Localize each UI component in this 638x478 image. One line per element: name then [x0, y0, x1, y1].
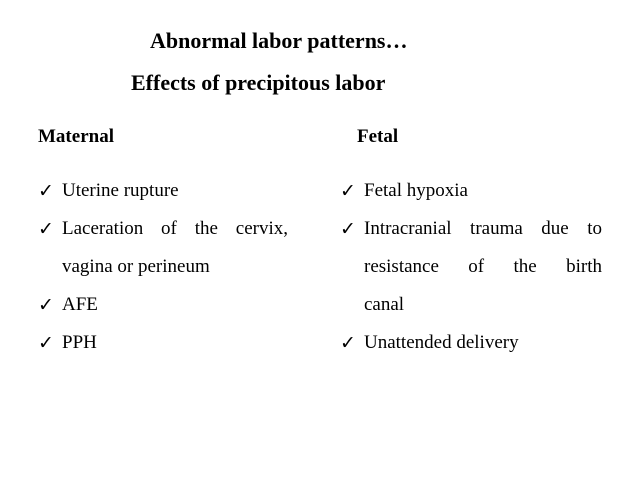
check-mark-icon: ✓ [340, 218, 356, 240]
list-item [38, 210, 288, 286]
maternal-heading: Maternal [38, 126, 114, 147]
list-item-text: resistance of the birth [364, 256, 602, 277]
check-mark-icon: ✓ [38, 294, 54, 316]
maternal-list [38, 172, 288, 362]
fetal-list [340, 172, 602, 362]
list-item-text: canal [364, 294, 405, 315]
list-item [340, 172, 602, 210]
slide-title: Abnormal labor patterns… [150, 28, 408, 53]
check-mark-icon: ✓ [38, 180, 54, 202]
check-mark-icon: ✓ [38, 218, 54, 240]
fetal-heading: Fetal [357, 126, 399, 147]
list-item-text: AFE [62, 294, 98, 315]
list-item-text: Uterine rupture [62, 180, 179, 201]
check-mark-icon: ✓ [340, 180, 356, 202]
list-item-text: Intracranial trauma due to [364, 218, 602, 239]
list-item-text: Fetal hypoxia [364, 180, 468, 201]
list-item [340, 324, 602, 362]
check-mark-icon: ✓ [340, 332, 356, 354]
slide-subtitle: Effects of precipitous labor [131, 70, 386, 95]
list-item [38, 324, 288, 362]
list-item [340, 210, 602, 324]
list-item-text: Laceration of the cervix, [62, 218, 288, 239]
list-item-text: Unattended delivery [364, 332, 519, 353]
list-item-text: vagina or perineum [62, 256, 210, 277]
list-item [38, 172, 288, 210]
list-item [38, 286, 288, 324]
check-mark-icon: ✓ [38, 332, 54, 354]
list-item-text: PPH [62, 332, 97, 353]
